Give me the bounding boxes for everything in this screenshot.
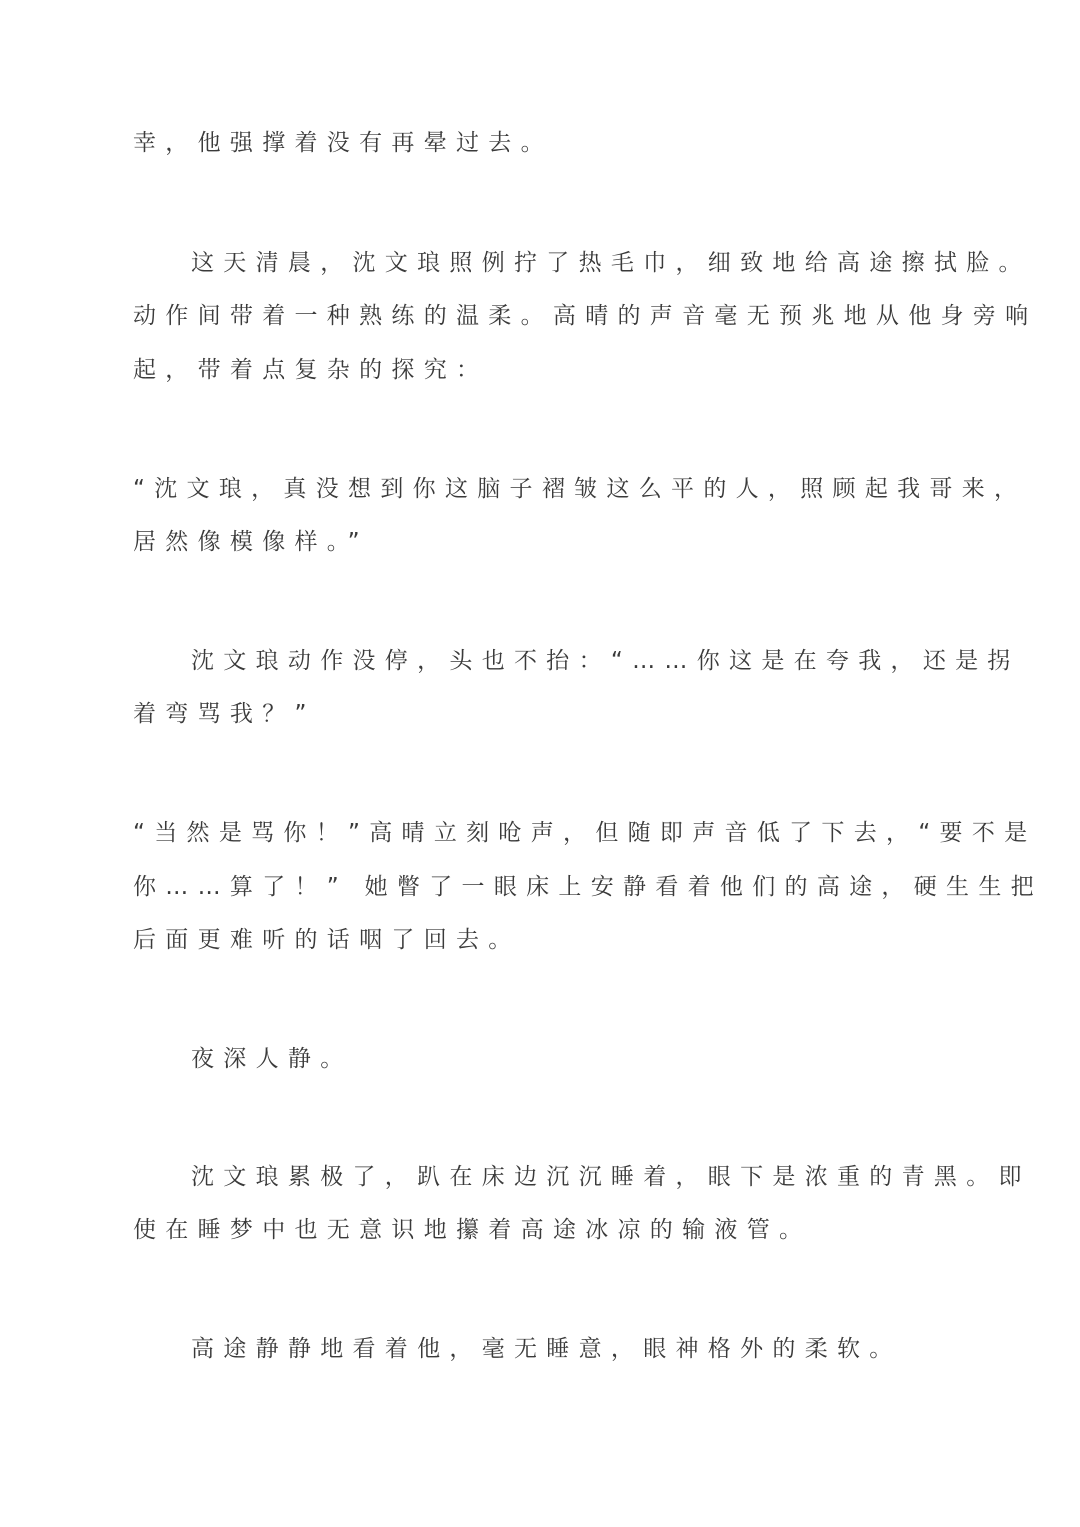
paragraph-4-line-1: 沈文琅动作没停，头也不抬：“……你这是在夸我，还是拐 [191, 648, 1020, 674]
paragraph-2-line-1: 这天清晨，沈文琅照例拧了热毛巾，细致地给高途擦拭脸。 [191, 250, 1031, 276]
paragraph-5-line-2: 你……算了！” 她瞥了一眼床上安静看着他们的高途，硬生生把 [133, 874, 1043, 900]
paragraph-5-line-3: 后面更难听的话咽了回去。 [133, 927, 521, 953]
paragraph-3-line-1: “沈文琅，真没想到你这脑子褶皱这么平的人，照顾起我哥来， [133, 476, 1027, 502]
paragraph-2-line-3: 起，带着点复杂的探究： [133, 357, 489, 383]
paragraph-8-line-1: 高途静静地看着他，毫无睡意，眼神格外的柔软。 [191, 1336, 902, 1362]
paragraph-2-line-2: 动作间带着一种熟练的温柔。高晴的声音毫无预兆地从他身旁响 [133, 303, 1038, 329]
paragraph-3-line-2: 居然像模像样。” [133, 529, 369, 555]
paragraph-4-line-2: 着弯骂我？” [133, 701, 316, 727]
paragraph-7-line-1: 沈文琅累极了，趴在床边沉沉睡着，眼下是浓重的青黑。即 [191, 1164, 1031, 1190]
paragraph-5-line-1: “当然是骂你！”高晴立刻呛声，但随即声音低了下去，“要不是 [133, 820, 1037, 846]
paragraph-1-line-1: 幸，他强撑着没有再晕过去。 [133, 130, 553, 156]
paragraph-6-line-1: 夜深人静。 [191, 1046, 353, 1072]
paragraph-7-line-2: 使在睡梦中也无意识地攥着高途冰凉的输液管。 [133, 1217, 812, 1243]
